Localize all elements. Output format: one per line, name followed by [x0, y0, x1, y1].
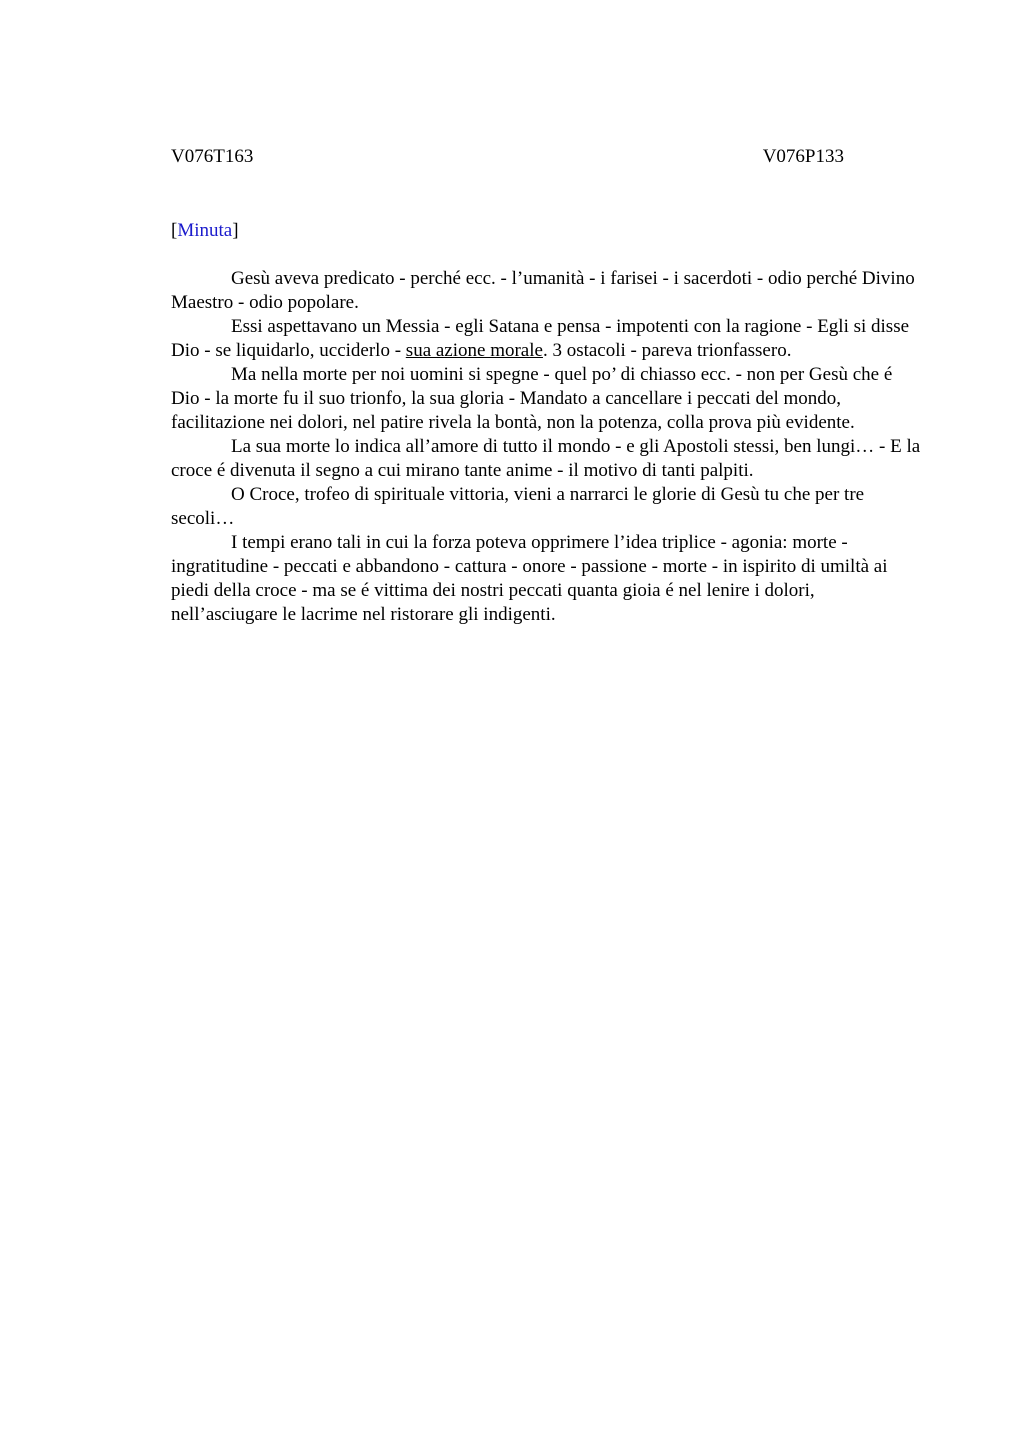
- spacer: [171, 243, 923, 267]
- section-tag: [171, 219, 923, 243]
- minuta-link[interactable]: Minuta: [177, 220, 233, 241]
- spacer: [171, 169, 923, 219]
- close-bracket: ]: [232, 220, 239, 241]
- paragraph-4: La sua morte lo indica all’amore di tutto il mondo - e gli Apostoli stessi, ben lungi… - E la croce é divenuta il segno a cui mirano tante anime - il motivo di tanti palpiti.: [171, 436, 921, 481]
- document-header: [171, 145, 844, 169]
- paragraph-5: O Croce, trofeo di spirituale vittoria, vieni a narrarci le glorie di Gesù tu che per tre secoli…: [171, 484, 865, 529]
- paragraph-2-text-after: . 3 ostacoli - pareva trionfassero.: [542, 340, 792, 361]
- paragraph-2-text-before: Essi aspettavano un Messia - egli Satana e pensa - impotenti con la ragione - Egli si disse Dio - se liquidarlo, ucciderlo -: [171, 316, 910, 361]
- open-bracket: [: [171, 220, 178, 241]
- document-body: [171, 267, 923, 627]
- paragraph-3: Ma nella morte per noi uomini si spegne - quel po’ di chiasso ecc. - non per Gesù che é Dio - la morte fu il suo trionfo, la sua gloria - Mandato a cancellare i peccati del mondo, facilitazione nei dolori, nel patire rivela la bontà, non la potenza, colla prova più evidente.: [171, 364, 893, 433]
- document-code-right: V076P133: [762, 146, 844, 167]
- paragraph-2: [171, 315, 923, 363]
- paragraph-6: I tempi erano tali in cui la forza poteva opprimere l’idea triplice - agonia: morte - ingratitudine - peccati e abbandono - cattura - onore - passione - morte - in ispirito di umiltà ai piedi della croce - ma se é vittima dei nostri peccati quanta gioia é nel lenire i dolori, nell’asciugare le lacrime nel ristorare gli indigenti.: [171, 532, 888, 625]
- document-code-left: V076T163: [171, 146, 254, 167]
- underlined-phrase: sua azione morale: [405, 340, 543, 361]
- paragraph-1: Gesù aveva predicato - perché ecc. - l’umanità - i farisei - i sacerdoti - odio perché Divino Maestro - odio popolare.: [171, 268, 915, 313]
- document-page: [171, 145, 923, 627]
